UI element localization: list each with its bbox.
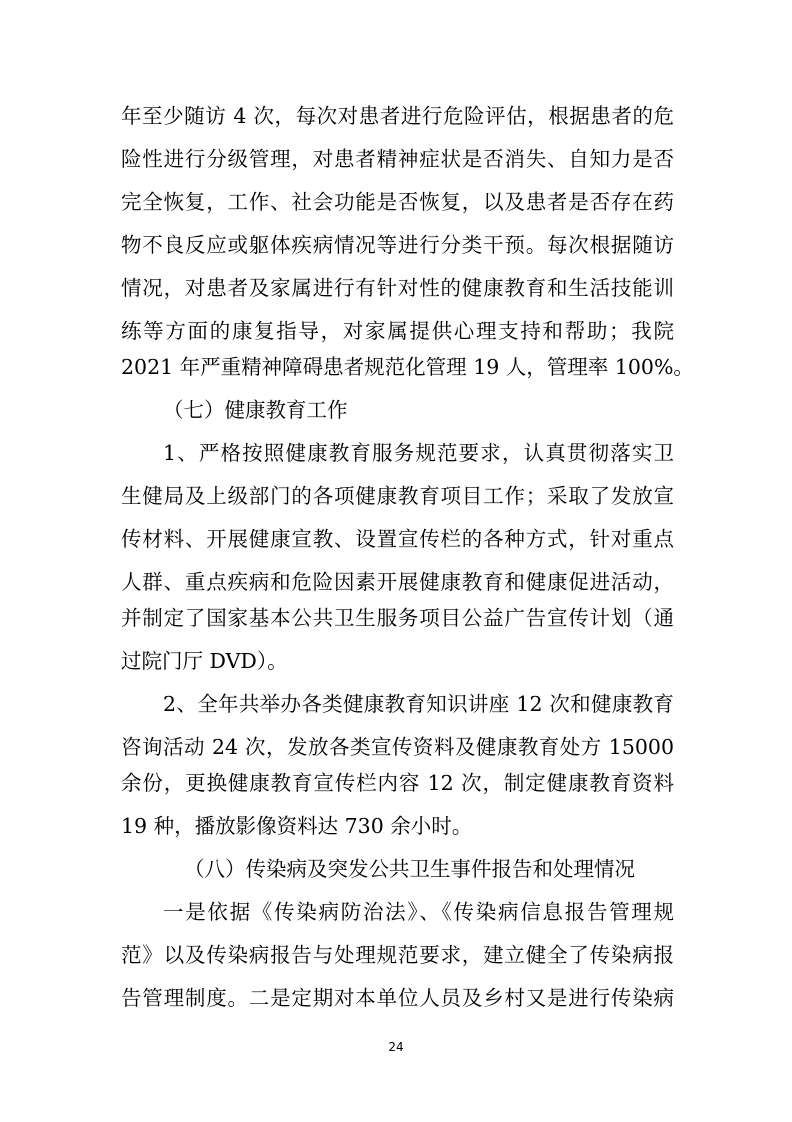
body-text-line: 1、严格按照健康教育服务规范要求，认真贯彻落实卫 [163, 441, 674, 465]
body-text-line: 告管理制度。二是定期对本单位人员及乡村又是进行传染病 [121, 986, 674, 1010]
body-text-line: 人群、重点疾病和危险因素开展健康教育和健康促进活动， [121, 570, 674, 594]
body-text-line: 险性进行分级管理，对患者精神症状是否消失、自知力是否 [121, 147, 674, 171]
body-text-line: 传材料、开展健康宣教、设置宣传栏的各种方式，针对重点 [121, 527, 674, 551]
body-text-line: 过院门厅 DVD）。 [121, 649, 288, 673]
body-text-line: 并制定了国家基本公共卫生服务项目公益广告宣传计划（通 [121, 606, 674, 630]
body-text-line: 情况，对患者及家属进行有针对性的健康教育和生活技能训 [121, 276, 674, 300]
body-text-line: 物不良反应或躯体疾病情况等进行分类干预。每次根据随访 [121, 233, 674, 257]
body-text-line: 余份，更换健康教育宣传栏内容 12 次，制定健康教育资料 [121, 771, 674, 795]
body-text-line: 一是依据《传染病防治法》、《传染病信息报告管理规 [163, 900, 674, 924]
body-text-line: 19 种，播放影像资料达 730 余小时。 [121, 814, 473, 838]
body-text-line: 咨询活动 24 次，发放各类宣传资料及健康教育处方 15000 [121, 735, 674, 759]
section-heading: （八）传染病及突发公共卫生事件报告和处理情况 [184, 857, 635, 881]
body-text-line: 2、全年共举办各类健康教育知识讲座 12 次和健康教育 [163, 692, 674, 716]
body-text-line: 2021 年严重精神障碍患者规范化管理 19 人，管理率 100%。 [121, 355, 694, 379]
section-heading: （七）健康教育工作 [163, 398, 348, 422]
body-text-line: 完全恢复，工作、社会功能是否恢复，以及患者是否存在药 [121, 190, 674, 214]
body-text-line: 年至少随访 4 次，每次对患者进行危险评估，根据患者的危 [121, 104, 674, 128]
body-text-line: 生健局及上级部门的各项健康教育项目工作；采取了发放宣 [121, 484, 674, 508]
body-text-line: 练等方面的康复指导，对家属提供心理支持和帮助；我院 [121, 319, 674, 343]
page-number: 24 [388, 1040, 404, 1054]
body-text-line: 范》以及传染病报告与处理规范要求，建立健全了传染病报 [121, 943, 674, 967]
